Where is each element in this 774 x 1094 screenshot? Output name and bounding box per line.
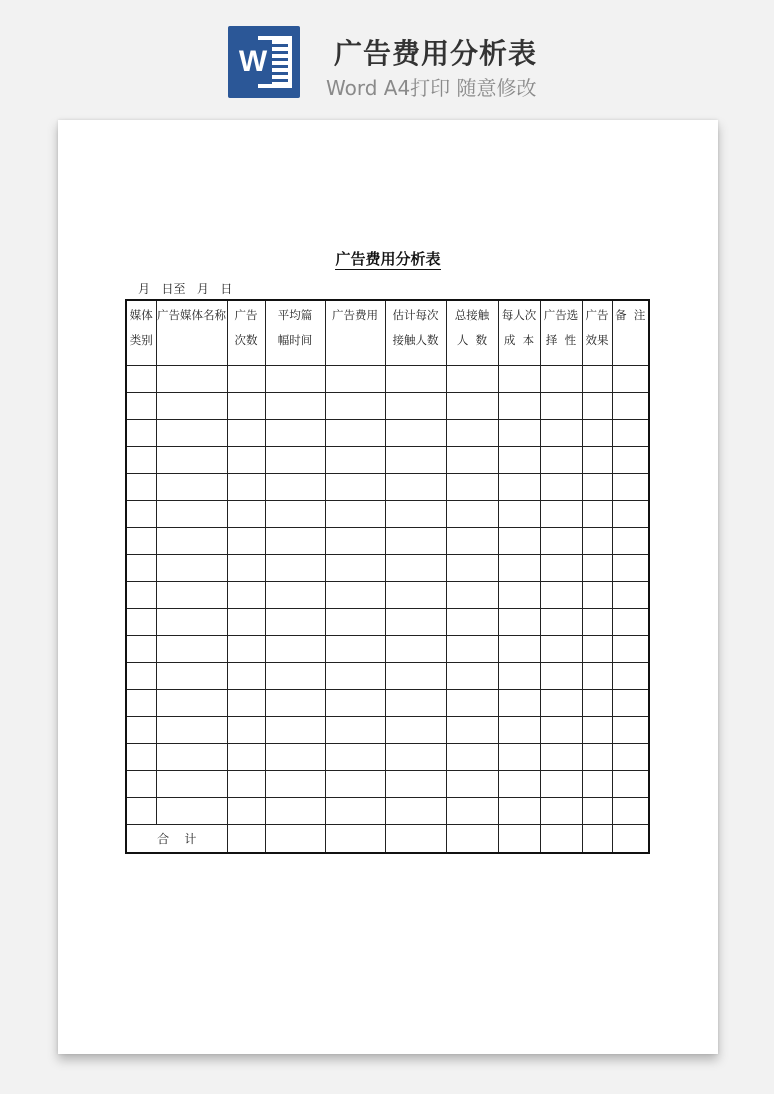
table-cell[interactable] bbox=[582, 582, 612, 609]
table-cell[interactable] bbox=[582, 393, 612, 420]
table-cell[interactable] bbox=[446, 393, 498, 420]
table-row bbox=[126, 420, 649, 447]
total-cell[interactable] bbox=[227, 825, 265, 854]
table-cell[interactable] bbox=[265, 474, 325, 501]
table-cell[interactable] bbox=[265, 771, 325, 798]
table-row bbox=[126, 717, 649, 744]
column-header-line: 估计每次 bbox=[392, 308, 439, 322]
table-cell[interactable] bbox=[498, 717, 540, 744]
table-cell[interactable] bbox=[265, 609, 325, 636]
table-cell[interactable] bbox=[156, 366, 227, 393]
table-cell[interactable] bbox=[446, 798, 498, 825]
table-cell[interactable] bbox=[582, 420, 612, 447]
table-cell[interactable] bbox=[540, 555, 582, 582]
column-header-line: 广告媒体名称 bbox=[157, 308, 226, 322]
table-cell[interactable] bbox=[126, 609, 156, 636]
table-cell[interactable] bbox=[227, 474, 265, 501]
table-cell[interactable] bbox=[498, 798, 540, 825]
table-cell[interactable] bbox=[156, 744, 227, 771]
table-cell[interactable] bbox=[227, 582, 265, 609]
table-cell[interactable] bbox=[498, 474, 540, 501]
table-cell[interactable] bbox=[582, 690, 612, 717]
table-cell[interactable] bbox=[612, 744, 649, 771]
table-cell[interactable] bbox=[265, 717, 325, 744]
column-header bbox=[446, 300, 498, 366]
column-header-line: 幅时间 bbox=[277, 333, 313, 347]
table-cell[interactable] bbox=[540, 717, 582, 744]
table-cell[interactable] bbox=[126, 771, 156, 798]
table-cell[interactable] bbox=[540, 744, 582, 771]
table-cell[interactable] bbox=[325, 609, 385, 636]
table-cell[interactable] bbox=[126, 798, 156, 825]
table-cell[interactable] bbox=[385, 366, 446, 393]
table-cell[interactable] bbox=[325, 717, 385, 744]
column-header bbox=[612, 300, 649, 366]
table-cell[interactable] bbox=[156, 528, 227, 555]
table-cell[interactable] bbox=[540, 366, 582, 393]
table-cell[interactable] bbox=[540, 690, 582, 717]
column-header-line: 广告 bbox=[585, 308, 609, 322]
table-cell[interactable] bbox=[325, 744, 385, 771]
table-cell[interactable] bbox=[446, 690, 498, 717]
table-cell[interactable] bbox=[498, 771, 540, 798]
ad-cost-table bbox=[125, 299, 650, 854]
table-cell[interactable] bbox=[582, 798, 612, 825]
total-label: 合 计 bbox=[126, 825, 227, 854]
table-cell[interactable] bbox=[540, 609, 582, 636]
table-cell[interactable] bbox=[325, 690, 385, 717]
column-header-line: 广告 bbox=[234, 308, 258, 322]
table-row bbox=[126, 474, 649, 501]
table-cell[interactable] bbox=[446, 366, 498, 393]
column-header-line: 次数 bbox=[234, 333, 258, 347]
table-cell[interactable] bbox=[446, 474, 498, 501]
column-header-line: 媒体 bbox=[129, 308, 153, 322]
table-cell[interactable] bbox=[540, 528, 582, 555]
table-cell[interactable] bbox=[126, 663, 156, 690]
table-cell[interactable] bbox=[582, 501, 612, 528]
table-cell[interactable] bbox=[265, 555, 325, 582]
table-cell[interactable] bbox=[582, 663, 612, 690]
table-cell[interactable] bbox=[227, 663, 265, 690]
table-cell[interactable] bbox=[446, 420, 498, 447]
table-cell[interactable] bbox=[446, 771, 498, 798]
table-cell[interactable] bbox=[227, 528, 265, 555]
table-cell[interactable] bbox=[227, 393, 265, 420]
table-cell[interactable] bbox=[227, 798, 265, 825]
column-header bbox=[540, 300, 582, 366]
column-header bbox=[227, 300, 265, 366]
table-cell[interactable] bbox=[227, 609, 265, 636]
table-cell[interactable] bbox=[446, 744, 498, 771]
table-header-row bbox=[126, 300, 649, 366]
table-cell[interactable] bbox=[325, 366, 385, 393]
table-cell[interactable] bbox=[385, 690, 446, 717]
table-cell[interactable] bbox=[156, 690, 227, 717]
table-cell[interactable] bbox=[540, 474, 582, 501]
table-cell[interactable] bbox=[265, 582, 325, 609]
table-cell[interactable] bbox=[498, 555, 540, 582]
table-cell[interactable] bbox=[385, 717, 446, 744]
total-cell[interactable] bbox=[498, 825, 540, 854]
column-header-line: 效果 bbox=[585, 333, 609, 347]
table-cell[interactable] bbox=[612, 690, 649, 717]
table-cell[interactable] bbox=[582, 744, 612, 771]
table-row bbox=[126, 447, 649, 474]
table-cell[interactable] bbox=[126, 690, 156, 717]
table-cell[interactable] bbox=[612, 798, 649, 825]
table-cell[interactable] bbox=[612, 393, 649, 420]
table-cell[interactable] bbox=[126, 474, 156, 501]
table-cell[interactable] bbox=[126, 528, 156, 555]
table-cell[interactable] bbox=[385, 636, 446, 663]
table-cell[interactable] bbox=[156, 717, 227, 744]
table-cell[interactable] bbox=[582, 771, 612, 798]
table-cell[interactable] bbox=[612, 501, 649, 528]
table-cell[interactable] bbox=[612, 555, 649, 582]
table-cell[interactable] bbox=[540, 582, 582, 609]
table-cell[interactable] bbox=[446, 609, 498, 636]
total-cell[interactable] bbox=[325, 825, 385, 854]
table-cell[interactable] bbox=[446, 555, 498, 582]
table-cell[interactable] bbox=[446, 501, 498, 528]
table-cell[interactable] bbox=[540, 420, 582, 447]
table-cell[interactable] bbox=[325, 771, 385, 798]
table-row bbox=[126, 501, 649, 528]
column-header-line: 成 本 bbox=[503, 333, 535, 347]
table-row bbox=[126, 690, 649, 717]
column-header-line: 平均篇 bbox=[277, 308, 313, 322]
table-cell[interactable] bbox=[582, 474, 612, 501]
table-cell[interactable] bbox=[540, 447, 582, 474]
table-cell[interactable] bbox=[446, 636, 498, 663]
table-cell[interactable] bbox=[126, 366, 156, 393]
table-cell[interactable] bbox=[385, 474, 446, 501]
column-header-line: 广告选 bbox=[543, 308, 579, 322]
table-cell[interactable] bbox=[446, 528, 498, 555]
total-cell[interactable] bbox=[446, 825, 498, 854]
table-cell[interactable] bbox=[446, 717, 498, 744]
column-header bbox=[325, 300, 385, 366]
total-cell[interactable] bbox=[582, 825, 612, 854]
table-cell[interactable] bbox=[582, 528, 612, 555]
column-header bbox=[385, 300, 446, 366]
table-cell[interactable] bbox=[325, 501, 385, 528]
table-cell[interactable] bbox=[612, 528, 649, 555]
column-header-line: 每人次 bbox=[501, 308, 537, 322]
table-cell[interactable] bbox=[498, 528, 540, 555]
column-header bbox=[582, 300, 612, 366]
table-cell[interactable] bbox=[227, 420, 265, 447]
table-cell[interactable] bbox=[156, 582, 227, 609]
table-cell[interactable] bbox=[126, 555, 156, 582]
table-cell[interactable] bbox=[498, 420, 540, 447]
column-header-line: 广告费用 bbox=[332, 308, 378, 322]
word-document-icon bbox=[228, 26, 300, 98]
table-cell[interactable] bbox=[156, 420, 227, 447]
table-cell[interactable] bbox=[498, 582, 540, 609]
table-row bbox=[126, 555, 649, 582]
page-subtitle: Word A4打印 随意修改 bbox=[326, 76, 537, 100]
table-cell[interactable] bbox=[612, 717, 649, 744]
column-header-line: 备 注 bbox=[615, 308, 646, 322]
date-range-line: 月 日至 月 日 bbox=[138, 282, 233, 296]
table-cell[interactable] bbox=[582, 609, 612, 636]
table-cell[interactable] bbox=[612, 609, 649, 636]
table-cell[interactable] bbox=[612, 474, 649, 501]
page-title: 广告费用分析表 bbox=[334, 37, 538, 70]
table-row bbox=[126, 528, 649, 555]
table-cell[interactable] bbox=[385, 420, 446, 447]
table-cell[interactable] bbox=[385, 528, 446, 555]
table-row bbox=[126, 771, 649, 798]
table-cell[interactable] bbox=[227, 771, 265, 798]
total-cell[interactable] bbox=[265, 825, 325, 854]
table-cell[interactable] bbox=[325, 447, 385, 474]
table-cell[interactable] bbox=[325, 393, 385, 420]
table-cell[interactable] bbox=[385, 798, 446, 825]
table-cell[interactable] bbox=[156, 609, 227, 636]
table-cell[interactable] bbox=[498, 609, 540, 636]
table-cell[interactable] bbox=[612, 771, 649, 798]
table-cell[interactable] bbox=[612, 420, 649, 447]
total-cell[interactable] bbox=[612, 825, 649, 854]
table-cell[interactable] bbox=[612, 447, 649, 474]
table-cell[interactable] bbox=[325, 528, 385, 555]
table-cell[interactable] bbox=[265, 798, 325, 825]
table-cell[interactable] bbox=[227, 690, 265, 717]
table-cell[interactable] bbox=[156, 636, 227, 663]
table-cell[interactable] bbox=[126, 717, 156, 744]
table-cell[interactable] bbox=[265, 501, 325, 528]
table-cell[interactable] bbox=[126, 744, 156, 771]
table-cell[interactable] bbox=[126, 636, 156, 663]
table-cell[interactable] bbox=[498, 366, 540, 393]
table-cell[interactable] bbox=[385, 663, 446, 690]
table-cell[interactable] bbox=[325, 636, 385, 663]
table-cell[interactable] bbox=[265, 528, 325, 555]
document-title-text: 广告费用分析表 bbox=[335, 250, 441, 268]
table-row bbox=[126, 663, 649, 690]
table-cell[interactable] bbox=[325, 555, 385, 582]
table-cell[interactable] bbox=[446, 582, 498, 609]
table-cell[interactable] bbox=[156, 555, 227, 582]
column-header bbox=[265, 300, 325, 366]
table-cell[interactable] bbox=[540, 798, 582, 825]
table-cell[interactable] bbox=[498, 447, 540, 474]
table-cell[interactable] bbox=[325, 474, 385, 501]
column-header-line: 类别 bbox=[129, 333, 153, 347]
table-cell[interactable] bbox=[227, 366, 265, 393]
table-cell[interactable] bbox=[325, 420, 385, 447]
table-cell[interactable] bbox=[156, 798, 227, 825]
table-cell[interactable] bbox=[385, 501, 446, 528]
table-cell[interactable] bbox=[227, 555, 265, 582]
word-icon-letter: W bbox=[234, 40, 272, 84]
table-cell[interactable] bbox=[126, 582, 156, 609]
table-cell[interactable] bbox=[498, 663, 540, 690]
table-cell[interactable] bbox=[126, 393, 156, 420]
table-cell[interactable] bbox=[582, 447, 612, 474]
table-cell[interactable] bbox=[498, 744, 540, 771]
table-cell[interactable] bbox=[227, 501, 265, 528]
table-body bbox=[126, 300, 649, 853]
table-cell[interactable] bbox=[227, 447, 265, 474]
table-cell[interactable] bbox=[582, 555, 612, 582]
column-header bbox=[156, 300, 227, 366]
table-cell[interactable] bbox=[446, 663, 498, 690]
total-row bbox=[126, 825, 649, 854]
table-cell[interactable] bbox=[156, 501, 227, 528]
page-header bbox=[0, 0, 774, 110]
table-row bbox=[126, 636, 649, 663]
table-cell[interactable] bbox=[385, 771, 446, 798]
table-cell[interactable] bbox=[582, 366, 612, 393]
table-cell[interactable] bbox=[265, 690, 325, 717]
column-header-line: 总接触 bbox=[454, 308, 490, 322]
table-cell[interactable] bbox=[498, 636, 540, 663]
table-cell[interactable] bbox=[325, 798, 385, 825]
table-cell[interactable] bbox=[582, 717, 612, 744]
table-cell[interactable] bbox=[126, 420, 156, 447]
table-cell[interactable] bbox=[612, 582, 649, 609]
table-cell[interactable] bbox=[325, 663, 385, 690]
total-cell[interactable] bbox=[540, 825, 582, 854]
table-cell[interactable] bbox=[126, 501, 156, 528]
table-cell[interactable] bbox=[265, 366, 325, 393]
table-cell[interactable] bbox=[385, 555, 446, 582]
table-cell[interactable] bbox=[156, 771, 227, 798]
table-cell[interactable] bbox=[325, 582, 385, 609]
document-page bbox=[58, 120, 718, 1054]
column-header bbox=[126, 300, 156, 366]
table-cell[interactable] bbox=[265, 447, 325, 474]
table-cell[interactable] bbox=[156, 447, 227, 474]
table-cell[interactable] bbox=[612, 366, 649, 393]
table-row bbox=[126, 609, 649, 636]
column-header-line: 择 性 bbox=[545, 333, 577, 347]
table-cell[interactable] bbox=[385, 393, 446, 420]
table-cell[interactable] bbox=[265, 663, 325, 690]
table-cell[interactable] bbox=[540, 393, 582, 420]
table-cell[interactable] bbox=[540, 501, 582, 528]
table-cell[interactable] bbox=[156, 393, 227, 420]
column-header-line: 接触人数 bbox=[392, 333, 439, 347]
table-cell[interactable] bbox=[446, 447, 498, 474]
table-row bbox=[126, 366, 649, 393]
column-header bbox=[498, 300, 540, 366]
total-cell[interactable] bbox=[385, 825, 446, 854]
table-cell[interactable] bbox=[498, 690, 540, 717]
column-header-line: 人 数 bbox=[456, 333, 488, 347]
table-cell[interactable] bbox=[540, 663, 582, 690]
table-cell[interactable] bbox=[498, 501, 540, 528]
table-cell[interactable] bbox=[385, 582, 446, 609]
table-row bbox=[126, 393, 649, 420]
table-row bbox=[126, 582, 649, 609]
table-cell[interactable] bbox=[227, 717, 265, 744]
table-row bbox=[126, 798, 649, 825]
table-cell[interactable] bbox=[265, 636, 325, 663]
table-row bbox=[126, 744, 649, 771]
document-title bbox=[58, 248, 718, 269]
table-cell[interactable] bbox=[582, 636, 612, 663]
table-cell[interactable] bbox=[385, 447, 446, 474]
table-cell[interactable] bbox=[265, 393, 325, 420]
table-cell[interactable] bbox=[540, 636, 582, 663]
table-cell[interactable] bbox=[265, 420, 325, 447]
table-cell[interactable] bbox=[156, 663, 227, 690]
table-cell[interactable] bbox=[156, 474, 227, 501]
table-cell[interactable] bbox=[612, 636, 649, 663]
table-cell[interactable] bbox=[227, 636, 265, 663]
table-cell[interactable] bbox=[265, 744, 325, 771]
table-cell[interactable] bbox=[227, 744, 265, 771]
table-cell[interactable] bbox=[126, 447, 156, 474]
table-cell[interactable] bbox=[540, 771, 582, 798]
table-cell[interactable] bbox=[612, 663, 649, 690]
table-cell[interactable] bbox=[498, 393, 540, 420]
table-cell[interactable] bbox=[385, 609, 446, 636]
table-cell[interactable] bbox=[385, 744, 446, 771]
